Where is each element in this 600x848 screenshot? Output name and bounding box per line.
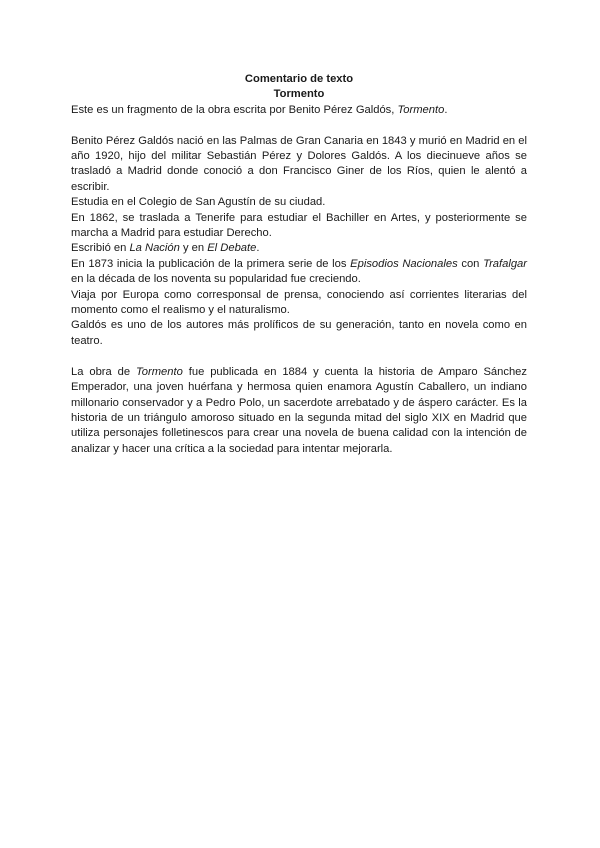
document-body: [71, 72, 527, 457]
bio-paragraph-newspapers: [71, 241, 527, 256]
bio-paragraph-episodios: [71, 257, 527, 288]
intro-paragraph: [71, 103, 527, 118]
summary-paragraph: [71, 365, 527, 457]
summary-text-start: La obra de: [71, 365, 136, 378]
summary-text-body: fue publicada en 1884 y cuenta la historia de Amparo Sánchez Emperador, una joven huérfana y hermosa quien enamora Agustín Caballero, un indiano millonario conservador y a Pedro Polo, un sacerdote arrebatado y de áspero carácter. Es la historia de un triángulo amoroso situado en la segunda mitad del siglo XIX en Madrid que utiliza personajes folletinescos para crear una novela de buena calidad con la intención de analizar y hacer una crítica a la sociedad para intentar mejorarla.: [71, 365, 527, 455]
bio-paragraph-studies: En 1862, se traslada a Tenerife para estudiar el Bachiller en Artes, y posteriormente se marcha a Madrid para estudiar Derecho.: [71, 211, 527, 240]
bio-episodios-end: en la década de los noventa su popularidad fue creciendo.: [71, 273, 361, 286]
newspaper-la-nacion: La Nación: [129, 242, 180, 255]
intro-text: Este es un fragmento de la obra escrita por Benito Pérez Galdós,: [71, 103, 398, 116]
bio-paragraph-birth: Benito Pérez Galdós nació en las Palmas de Gran Canaria en 1843 y murió en Madrid en el año 1920, hijo del militar Sebastián Pérez y Dolores Galdós. A los diecinueve años se trasladó a Madrid donde conoció a don Francisco Giner de los Ríos, quien le alentó a escribir.: [71, 134, 527, 193]
bio-episodios-text: En 1873 inicia la publicación de la primera serie de los: [71, 257, 351, 270]
series-episodios-nacionales: Episodios Nacionales: [350, 257, 458, 270]
intro-work-title: Tormento: [397, 103, 445, 116]
document-title: Comentario de texto: [244, 73, 354, 85]
bio-episodios-with: con: [457, 257, 484, 270]
bio-paragraph-travels: Viaja por Europa como corresponsal de prensa, conociendo así corrientes literarias del momento como el realismo y el naturalismo.: [71, 288, 527, 317]
paragraph-gap: [71, 349, 527, 364]
paragraph-gap: [71, 118, 527, 133]
intro-end: .: [444, 103, 448, 116]
novel-trafalgar: Trafalgar: [483, 257, 527, 270]
bio-paragraph-school: Estudia en el Colegio de San Agustín de su ciudad.: [71, 196, 326, 209]
bio-newspapers-end: .: [256, 242, 260, 255]
bio-newspapers-and: y en: [179, 242, 208, 255]
bio-paragraph-generation: Galdós es uno de los autores más prolíficos de su generación, tanto en novela como en teatro.: [71, 319, 527, 347]
bio-newspapers-text: Escribió en: [71, 242, 130, 255]
newspaper-el-debate: El Debate: [207, 242, 257, 255]
summary-work-title: Tormento: [135, 365, 183, 378]
document-subtitle: Tormento: [273, 88, 325, 101]
